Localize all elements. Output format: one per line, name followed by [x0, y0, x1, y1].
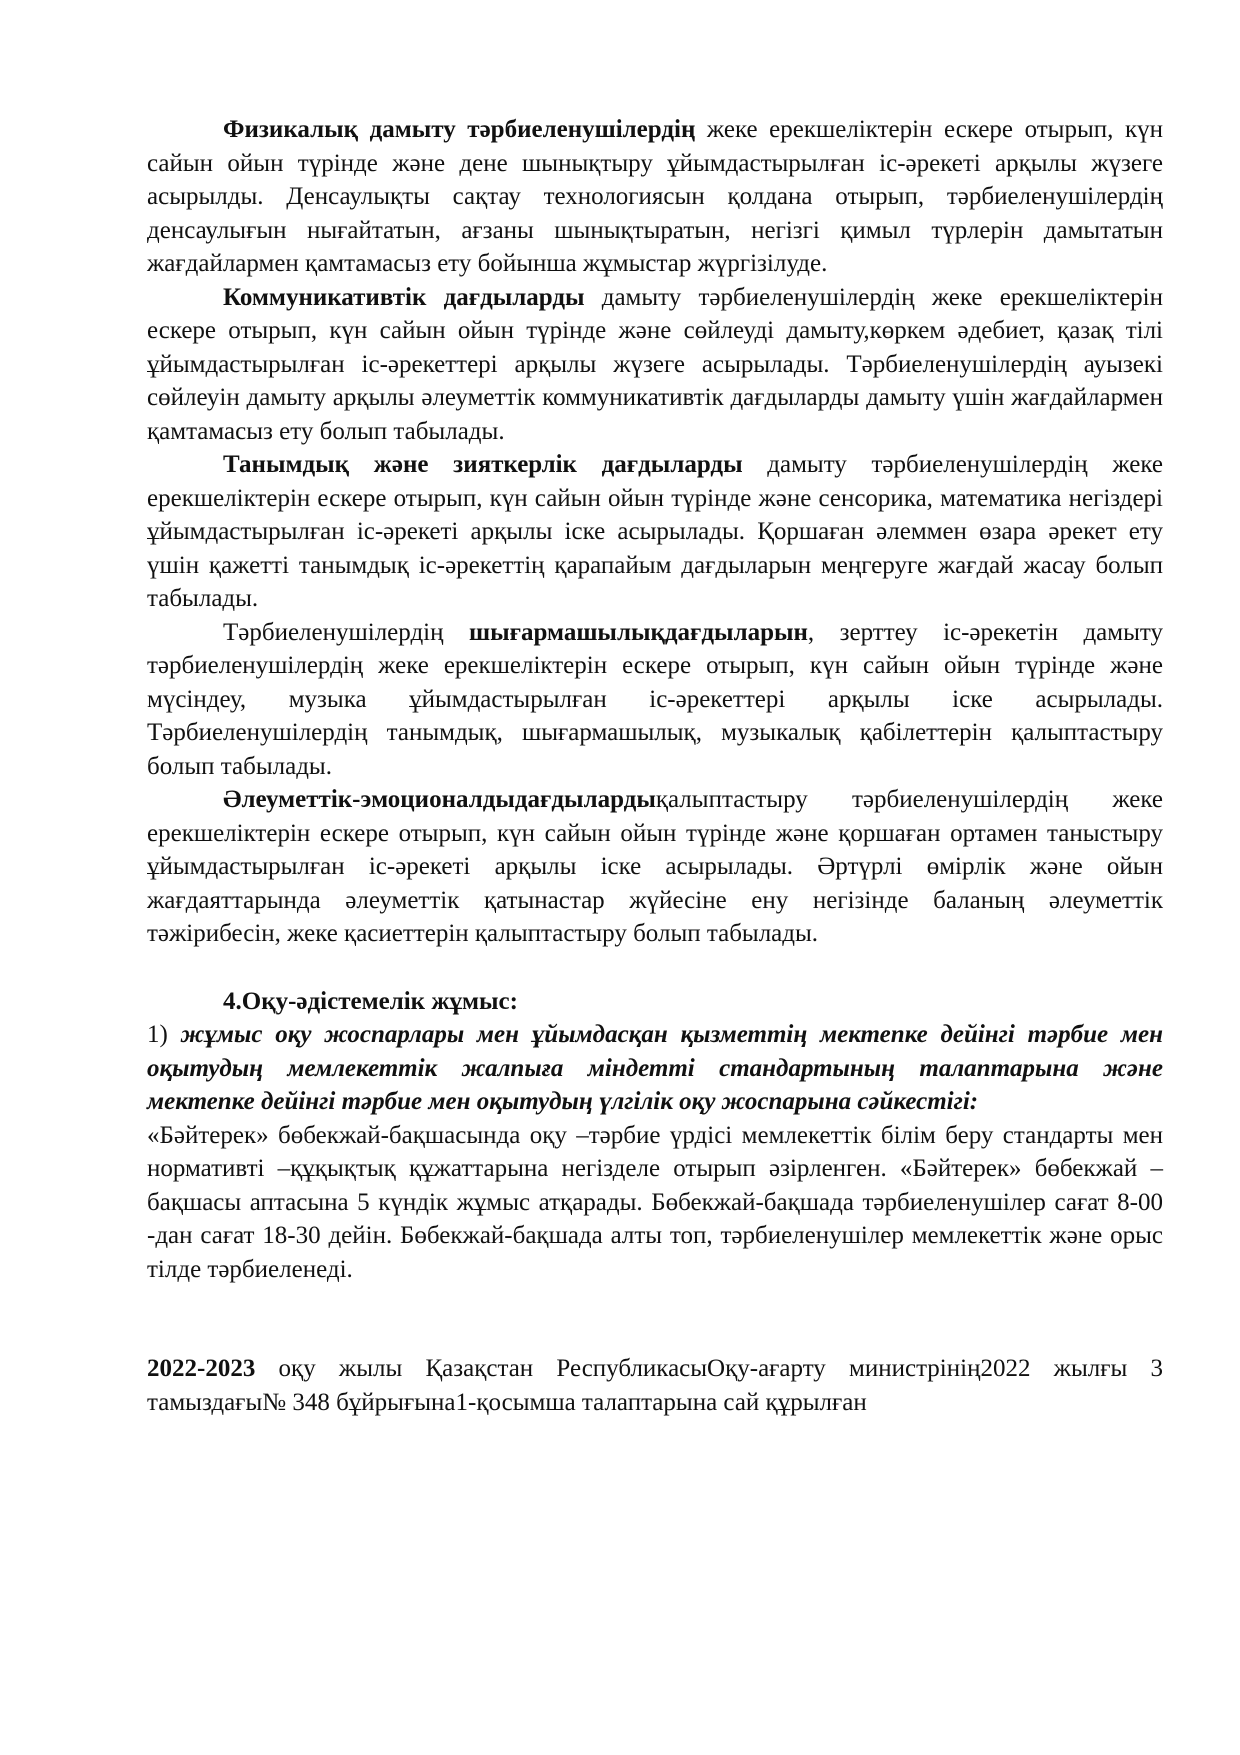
paragraph-communicative-text: дамыту тәрбиеленушілердің жеке ерекшеліктерін ескере отырып, күн сайын ойын түрінде және сөйлеуді дамыту,көркем әдебиет, қазақ тілі ұйымдастырылған іс-әрекеттері арқылы жүзеге асырылады. Тәрбиеленушілердің ауызекі сөйлеуін дамыту арқылы әлеуметтік коммуникативтік дағдыларды дамыту үшін жағдайлармен қамтамасыз ету болып табылады. — [147, 283, 1163, 445]
paragraph-physical-text: жеке ерекшеліктерін ескере отырып, күн сайын ойын түрінде және дене шынықтыру ұйымдастырылған іс-әрекеті арқылы жүзеге асырылды. Денсаулықты сақтау технологиясын қолдана отырып, тәрбиеленушілердің денсаулығын нығайтатын, ағзаны шынықтыратын, негізгі қимыл түрлерін дамытатын жағдайлармен қамтамасыз ету бойынша жұмыстар жүргізілуде. — [147, 116, 1163, 277]
spacer — [147, 1286, 1163, 1352]
paragraph-social-text: қалыптастыру тәрбиеленушілердің жеке ерекшеліктерін ескере отырып, күн сайын ойын түрінде және қоршаған ортамен таныстыру ұйымдастырылған іс-әрекеті арқылы іске асырылады. Әртүрлі өмірлік және ойын жағдаяттарында әлеуметтік қатынастар жүйесіне ену негізінде баланың әлеуметтік тәжірибесін, жеке қасиеттерін қалыптастыру болып табылады. — [147, 786, 1163, 947]
paragraph-social-emotional — [147, 783, 1163, 951]
paragraph-academic-year — [147, 1352, 1163, 1419]
list-item-1-title — [147, 1018, 1163, 1119]
section-heading: 4.Оқу-әдістемелік жұмыс: — [223, 987, 518, 1015]
paragraph-physical-development — [147, 113, 1163, 281]
paragraph-creative-text: , зерттеу іс-әрекетін дамыту тәрбиеленушілердің жеке ерекшеліктерін ескере отырып, күн сайын ойын түрінде және мүсіндеу, музыка ұйымдастырылған іс-әрекеттері арқылы іске асырылады. Тәрбиеленушілердің танымдық, шығармашылық, музыкалық қабілеттерін қалыптастыру болып табылады. — [147, 618, 1163, 780]
document-page — [147, 113, 1163, 1419]
paragraph-creative-pre: Тәрбиеленушілердің — [223, 618, 469, 646]
term-communicative-skills: Коммуникативтік дағдыларды — [223, 283, 585, 311]
list-item-1-title-text: жұмыс оқу жоспарлары мен ұйымдасқан қызметтің мектепке дейінгі тәрбие мен оқытудың мемлекеттік жалпыға міндетті стандартының талаптарына және мектепке дейінгі тәрбие мен оқытудың үлгілік оқу жоспарына сәйкестігі: — [147, 1021, 1163, 1115]
list-item-1-number: 1) — [147, 1021, 181, 1048]
term-social-emotional: Әлеуметтік-эмоционалдыдағдыларды — [223, 786, 656, 813]
paragraph-academic-year-text: оқу жылы Қазақстан РеспубликасыОқу-ағарту министрінің2022 жылғы 3 тамыздағы№ 348 бұйрығына1-қосымша талаптарына сай құрылған — [147, 1355, 1163, 1416]
spacer — [147, 951, 1163, 985]
term-physical-development: Физикалық дамыту тәрбиеленушілердің — [223, 116, 696, 143]
academic-year: 2022-2023 — [147, 1355, 256, 1382]
paragraph-communicative-skills — [147, 281, 1163, 449]
list-item-1-body: «Бәйтерек» бөбекжай-бақшасында оқу –тәрбие үрдісі мемлекеттік білім беру стандарты мен нормативті –құқықтық құжаттарына негізделе отырып әзірленген. «Бәйтерек» бөбекжай – бақшасы аптасына 5 күндік жұмыс атқарады. Бөбекжай-бақшада тәрбиеленушілер сағат 8-00 -дан сағат 18-30 дейін. Бөбекжай-бақшада алты топ, тәрбиеленушілер мемлекеттік және орыс тілде тәрбиеленеді. — [147, 1121, 1163, 1283]
term-cognitive-skills: Танымдық және зияткерлік дағдыларды — [223, 451, 743, 478]
paragraph-creative-skills — [147, 616, 1163, 784]
paragraph-cognitive-text: дамыту тәрбиеленушілердің жеке ерекшеліктерін ескере отырып, күн сайын ойын түрінде және сенсорика, математика негіздері ұйымдастырылған іс-әрекеті арқылы іске асырылады. Қоршаған әлеммен өзара әрекет ету үшін қажетті танымдық іс-әрекеттің қарапайым дағдыларын меңгеруге жағдай жасау болып табылады. — [147, 451, 1163, 612]
term-creative-skills: шығармашылықдағдыларын — [468, 618, 808, 646]
paragraph-cognitive-skills — [147, 448, 1163, 616]
